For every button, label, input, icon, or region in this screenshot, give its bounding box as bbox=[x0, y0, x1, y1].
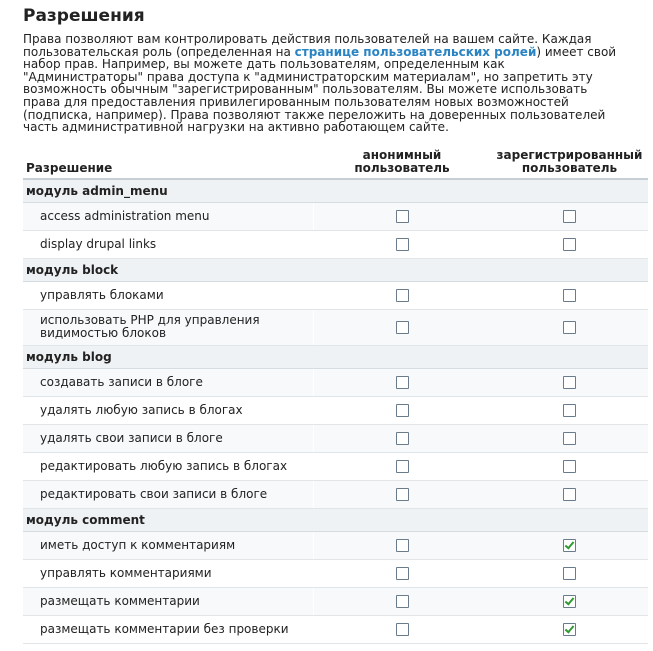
anonymous-checkbox[interactable] bbox=[396, 238, 409, 251]
page-title: Разрешения bbox=[23, 6, 145, 26]
permission-label bbox=[23, 309, 313, 345]
anonymous-cell bbox=[313, 202, 491, 230]
module-row bbox=[23, 179, 648, 203]
permissions-table bbox=[23, 147, 648, 644]
anonymous-cell bbox=[313, 281, 491, 309]
permission-label-text: удалять любую запись в блогах bbox=[40, 402, 243, 417]
anonymous-cell bbox=[313, 615, 491, 643]
permission-row bbox=[23, 309, 648, 345]
registered-checkbox[interactable] bbox=[563, 376, 576, 389]
permission-label-text: управлять блоками bbox=[40, 287, 164, 302]
anonymous-cell bbox=[313, 309, 491, 345]
anonymous-cell bbox=[313, 587, 491, 615]
module-row bbox=[23, 258, 648, 281]
anonymous-cell bbox=[313, 368, 491, 396]
permission-row bbox=[23, 587, 648, 615]
anonymous-checkbox[interactable] bbox=[396, 488, 409, 501]
permission-row bbox=[23, 531, 648, 559]
registered-cell bbox=[491, 452, 648, 480]
permission-label-text: иметь доступ к комментариям bbox=[40, 537, 236, 552]
permission-label-text: размещать комментарии без проверки bbox=[40, 621, 289, 636]
registered-checkbox[interactable] bbox=[563, 238, 576, 251]
anonymous-checkbox[interactable] bbox=[396, 567, 409, 580]
registered-cell bbox=[491, 281, 648, 309]
anonymous-cell bbox=[313, 480, 491, 508]
header-permission: Разрешение bbox=[23, 147, 313, 179]
registered-cell bbox=[491, 480, 648, 508]
permission-label-text: display drupal links bbox=[40, 236, 157, 251]
module-row bbox=[23, 345, 648, 368]
table-header-row bbox=[23, 147, 648, 179]
permission-label bbox=[23, 480, 313, 508]
anonymous-cell bbox=[313, 559, 491, 587]
header-anonymous: анонимный пользователь bbox=[313, 147, 491, 179]
registered-cell bbox=[491, 615, 648, 643]
permission-label-text: создавать записи в блоге bbox=[40, 374, 203, 389]
registered-cell bbox=[491, 309, 648, 345]
anonymous-cell bbox=[313, 424, 491, 452]
module-row bbox=[23, 508, 648, 531]
permission-label bbox=[23, 531, 313, 559]
module-name: модуль block bbox=[23, 258, 648, 281]
permission-label bbox=[23, 452, 313, 480]
permission-label bbox=[23, 615, 313, 643]
registered-cell bbox=[491, 531, 648, 559]
permission-label bbox=[23, 424, 313, 452]
anonymous-checkbox[interactable] bbox=[396, 460, 409, 473]
permission-label bbox=[23, 281, 313, 309]
module-name: модуль blog bbox=[23, 345, 648, 368]
permission-row bbox=[23, 452, 648, 480]
registered-cell bbox=[491, 587, 648, 615]
user-roles-link[interactable]: странице пользовательских ролей bbox=[294, 44, 537, 59]
permission-label-text: управлять комментариями bbox=[40, 565, 212, 580]
registered-checkbox[interactable] bbox=[563, 567, 576, 580]
anonymous-checkbox[interactable] bbox=[396, 404, 409, 417]
intro-part1: Права позволяют вам контролировать действия пользователей на вашем сайте. Каждая пользовательская роль (определенная на bbox=[23, 32, 592, 59]
permissions-body bbox=[23, 179, 648, 644]
registered-cell bbox=[491, 424, 648, 452]
permission-label-text: редактировать любую запись в блогах bbox=[40, 458, 288, 473]
registered-checkbox[interactable] bbox=[563, 595, 576, 608]
permission-label-text: редактировать свои записи в блоге bbox=[40, 486, 268, 501]
registered-checkbox[interactable] bbox=[563, 432, 576, 445]
permission-label bbox=[23, 230, 313, 258]
module-name: модуль comment bbox=[23, 508, 648, 531]
permission-row bbox=[23, 480, 648, 508]
permission-label-text: удалять свои записи в блоге bbox=[40, 430, 223, 445]
registered-checkbox[interactable] bbox=[563, 404, 576, 417]
registered-checkbox[interactable] bbox=[563, 321, 576, 334]
permission-row bbox=[23, 230, 648, 258]
permission-row bbox=[23, 202, 648, 230]
anonymous-checkbox[interactable] bbox=[396, 321, 409, 334]
registered-cell bbox=[491, 396, 648, 424]
permission-row bbox=[23, 396, 648, 424]
anonymous-cell bbox=[313, 396, 491, 424]
registered-cell bbox=[491, 202, 648, 230]
permission-label-text: access administration menu bbox=[40, 208, 210, 223]
permission-row bbox=[23, 281, 648, 309]
anonymous-checkbox[interactable] bbox=[396, 210, 409, 223]
permission-label bbox=[23, 368, 313, 396]
anonymous-checkbox[interactable] bbox=[396, 376, 409, 389]
anonymous-cell bbox=[313, 531, 491, 559]
registered-checkbox[interactable] bbox=[563, 623, 576, 636]
permission-row bbox=[23, 424, 648, 452]
anonymous-cell bbox=[313, 452, 491, 480]
intro-part2: ) имеет свой набор прав. Например, вы можете дать пользователям, определенным как "Администраторы" права доступа к "администраторским материалам", но запретить эту возможность обычным "зарегистрированным" пользователям. Вы можете использовать права для предоставления привилегированным пользователям новых возможностей (подписка, например). Права позволяют также переложить на доверенных пользователей часть административной нагрузки на активно работающем сайте. bbox=[23, 44, 617, 135]
anonymous-checkbox[interactable] bbox=[396, 432, 409, 445]
permission-row bbox=[23, 559, 648, 587]
anonymous-checkbox[interactable] bbox=[396, 289, 409, 302]
header-registered: зарегистрированный пользователь bbox=[491, 147, 648, 179]
intro-text bbox=[23, 33, 623, 134]
registered-checkbox[interactable] bbox=[563, 460, 576, 473]
anonymous-cell bbox=[313, 230, 491, 258]
permission-label bbox=[23, 202, 313, 230]
anonymous-checkbox[interactable] bbox=[396, 595, 409, 608]
registered-checkbox[interactable] bbox=[563, 210, 576, 223]
registered-cell bbox=[491, 368, 648, 396]
permission-label bbox=[23, 587, 313, 615]
permission-row bbox=[23, 615, 648, 643]
permission-label-text: использовать PHP для управления видимостью блоков bbox=[40, 313, 260, 341]
anonymous-checkbox[interactable] bbox=[396, 539, 409, 552]
registered-cell bbox=[491, 559, 648, 587]
permission-label-text: размещать комментарии bbox=[40, 593, 200, 608]
permission-label bbox=[23, 559, 313, 587]
module-name: модуль admin_menu bbox=[23, 179, 648, 203]
registered-checkbox[interactable] bbox=[563, 488, 576, 501]
registered-checkbox[interactable] bbox=[563, 539, 576, 552]
permission-label bbox=[23, 396, 313, 424]
registered-cell bbox=[491, 230, 648, 258]
anonymous-checkbox[interactable] bbox=[396, 623, 409, 636]
permission-row bbox=[23, 368, 648, 396]
registered-checkbox[interactable] bbox=[563, 289, 576, 302]
